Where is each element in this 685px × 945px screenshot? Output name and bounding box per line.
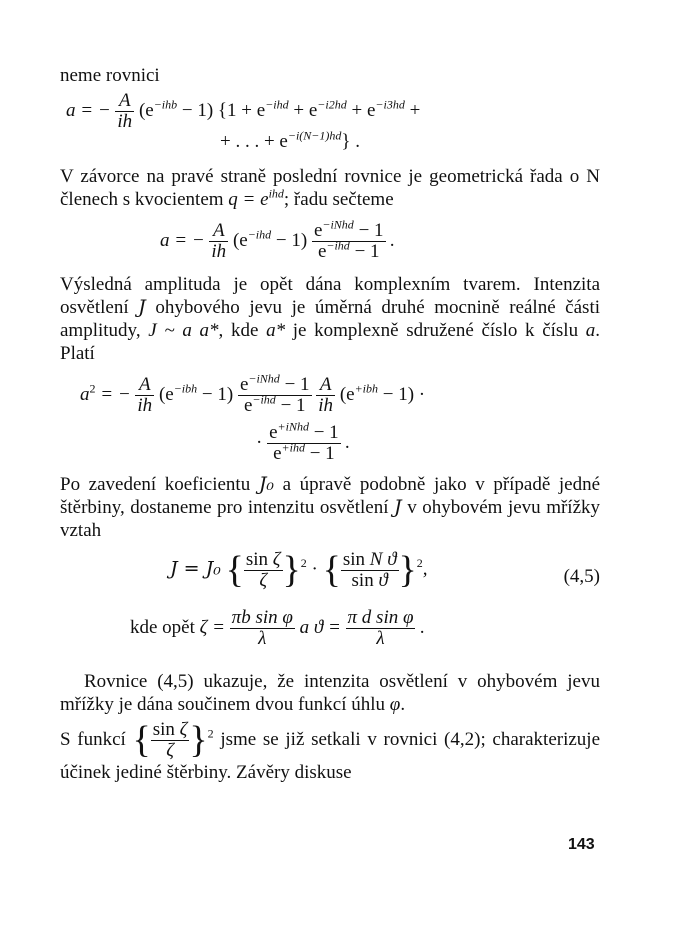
- eq2-ratio: $\frac{e^{-iNhd} - 1}{e^{-ihd} - 1}$: [313, 217, 384, 262]
- page-content: [60, 58, 600, 784]
- eq1-fraction: $\frac{A}{ih}$: [117, 90, 133, 132]
- paragraph-5: S funkcí { $\frac{\text{sin ζ}}{\zeta}$ }$^2$ jsme se již setkali v rovnici (4,2); charakterizuje účinek jediné štěrbiny. Závěry diskuse: [60, 719, 601, 783]
- page-number: 143: [568, 836, 595, 853]
- intro-text: neme rovnici: [60, 65, 160, 86]
- equation-2: a = − $\frac{A}{ih}$ $(e^{-ihd} - 1)$ $\frac{e^{-iNhd} - 1}{e^{-ihd} - 1}$ .: [160, 217, 396, 262]
- equation-definitions: kde opět ζ = $\frac{\text{πb sin φ}}{\lambda}$ a ϑ = $\frac{\text{π d sin φ}}{\lambda}$ .: [130, 607, 425, 649]
- equation-number: (4,5): [563, 566, 600, 587]
- equation-4-5: J = J₀ { $\frac{\text{sin ζ}}{\zeta}$ }$^2$ · { $\frac{\text{sin N ϑ}}{\text{sin ϑ}}$ }$^2$, (4,5): [170, 548, 600, 591]
- paragraph-1: V závorce na pravé straně poslední rovnice je geometrická řada o N členech s kvocientem $q = e^{ihd}$; řadu sečteme: [60, 166, 600, 210]
- equation-3: $a^2$ = − $\frac{A}{ih}$ $(e^{-ibh} - 1)$ $\frac{e^{-iNhd} - 1}{e^{-ihd} - 1}$ $\frac{A}{ih}$ $(e^{+ibh} - 1)$ · · $\frac{e^{+iNhd} - 1}{e^{+ihd} - 1}$ .: [80, 371, 426, 464]
- paragraph-3: Po zavedení koeficientu J₀ a úpravě podobně jako v případě jedné štěrbiny, dostaneme pro intenzitu osvětlení J v ohybovém jevu mřížky vztah: [60, 473, 601, 541]
- paragraph-4: Rovnice (4,5) ukazuje, že intenzita osvětlení v ohybovém jevu mřížky je dána součinem dvou funkcí úhlu φ.: [60, 671, 600, 715]
- equation-1: a = − $\frac{A}{ih}$ $(e^{-ihb} - 1) \{1 + e^{-ihd} + e^{-i2hd} + e^{-i3hd}$ + + . . . + $e^{-i(N-1)hd}$} .: [66, 90, 421, 152]
- intro-line: [60, 64, 600, 87]
- paragraph-2: Výsledná amplituda je opět dána komplexním tvarem. Intenzita osvětlení J ohybového jevu je úměrná druhé mocnině reálné části amplitudy, J ~ a a*, kde a* je komplexně sdružené číslo k číslu a. Platí: [60, 274, 601, 364]
